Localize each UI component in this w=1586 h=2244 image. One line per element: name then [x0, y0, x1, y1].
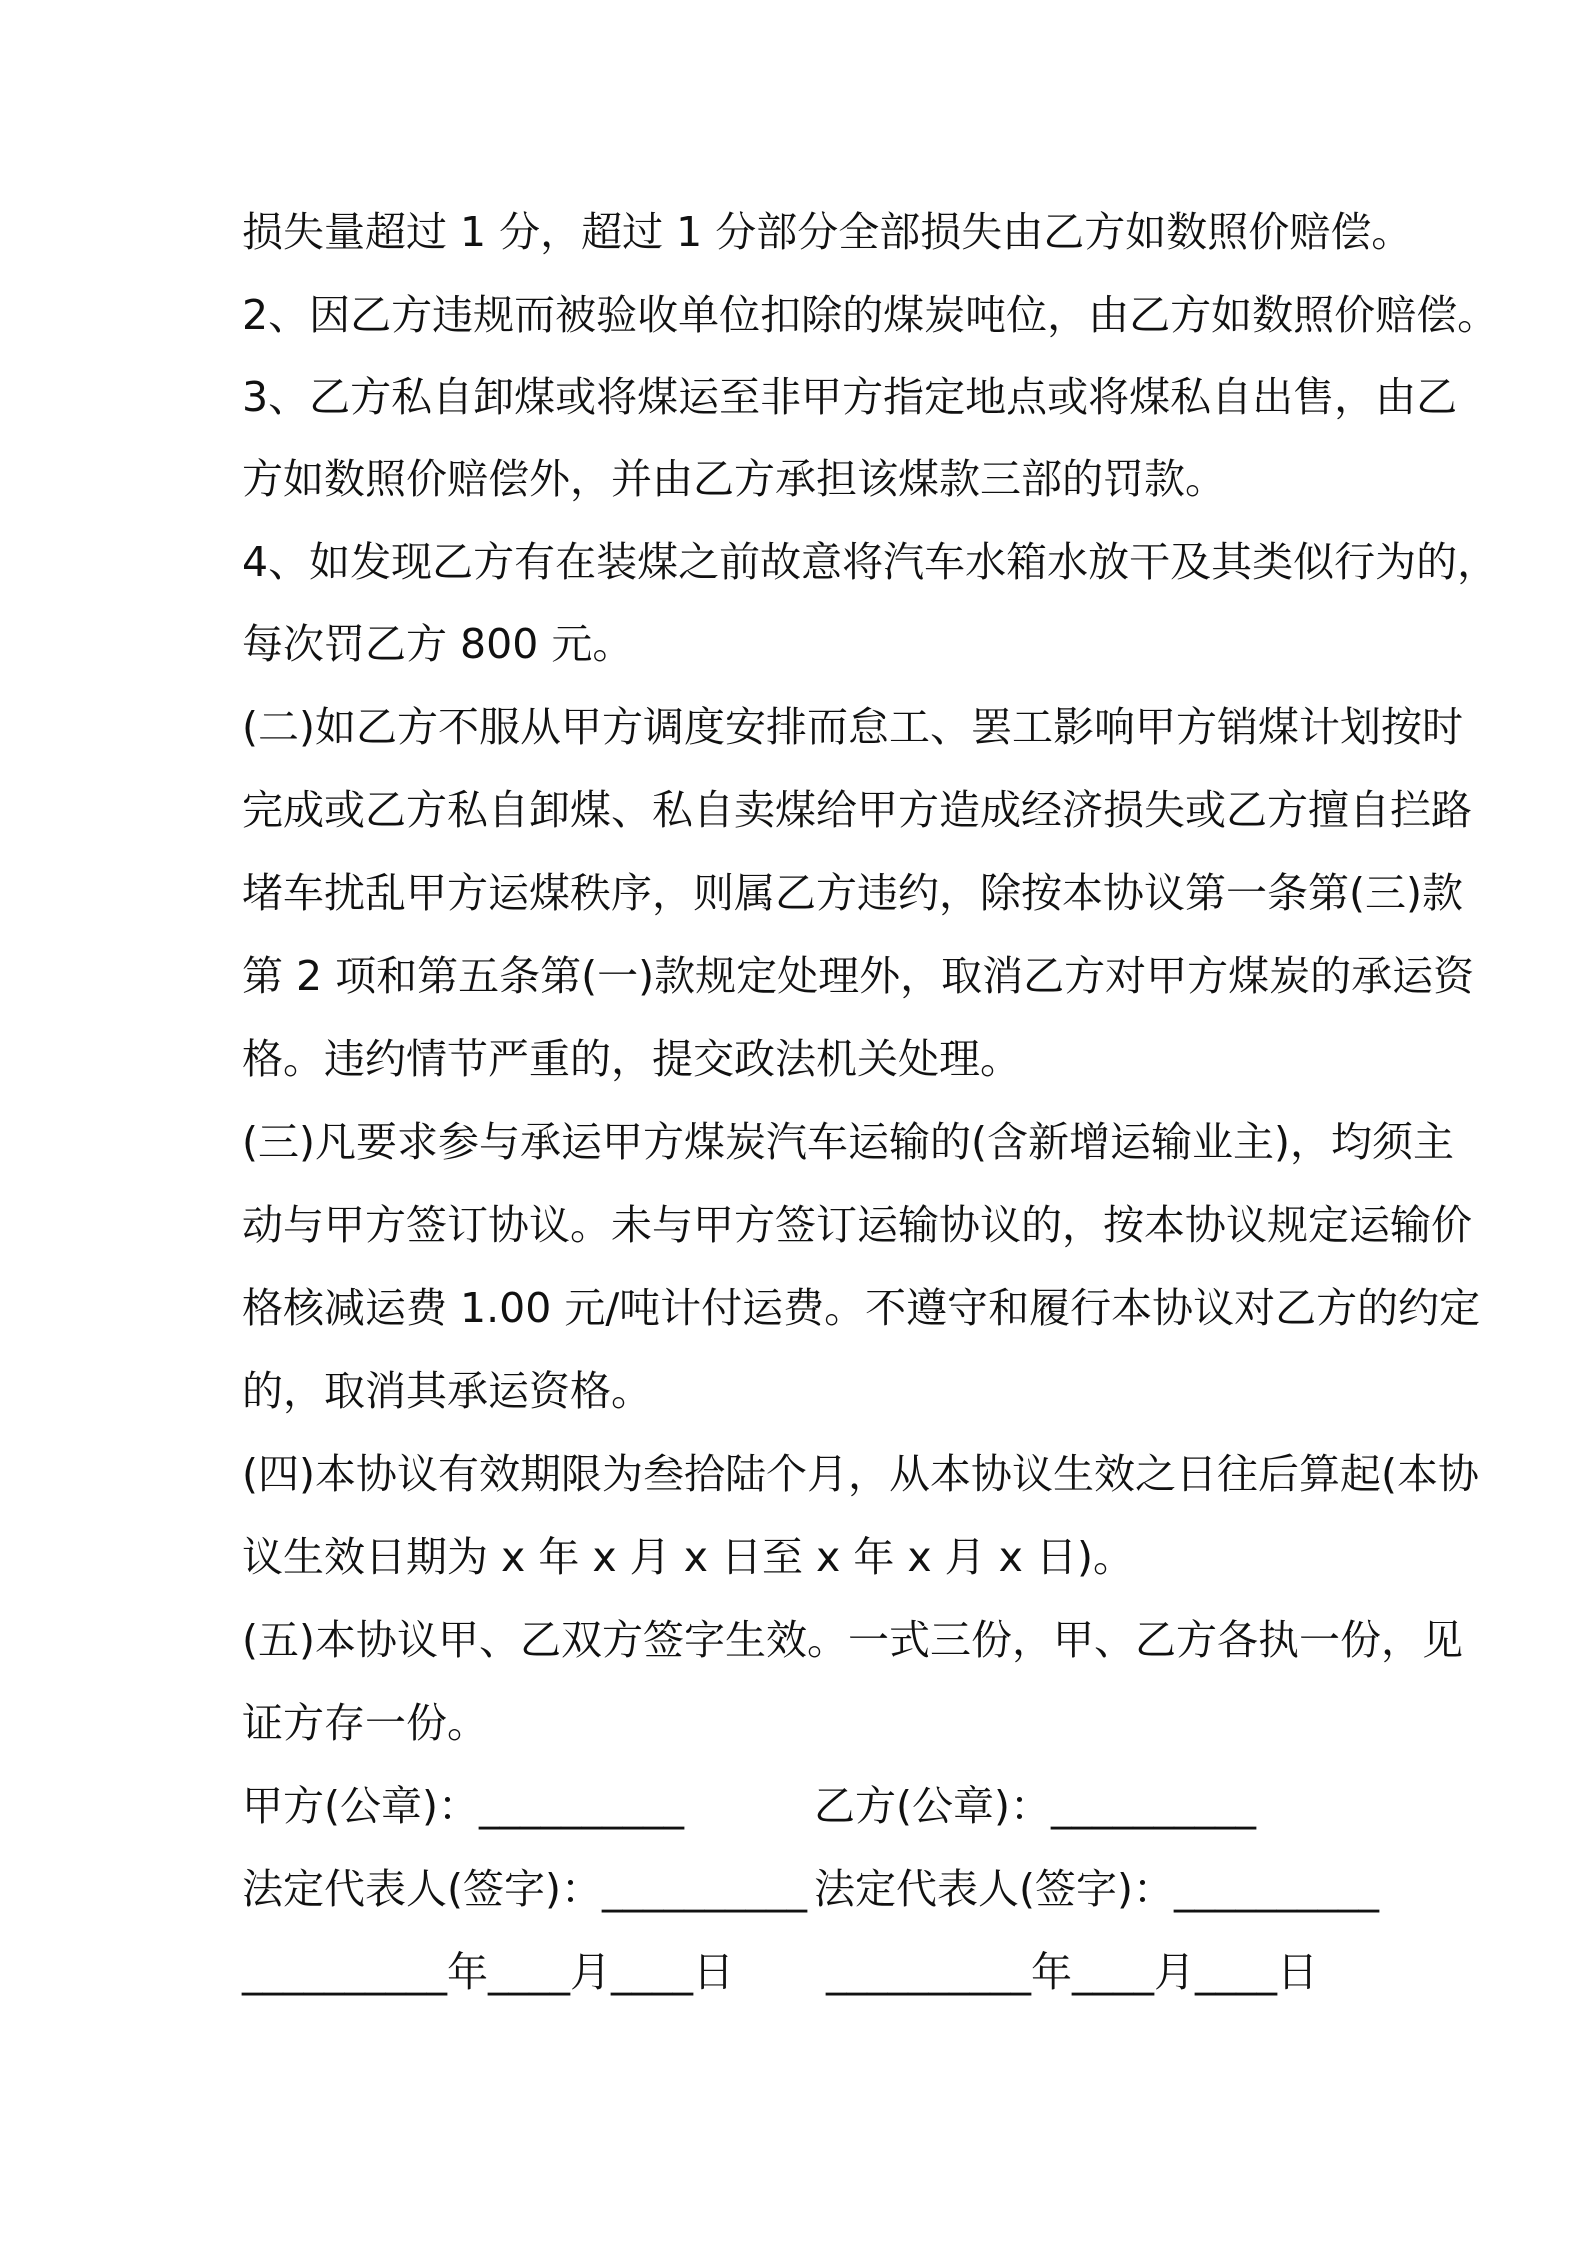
body-line-18: (五)本协议甲、乙双方签字生效。一式三份，甲、乙方各执一份，见	[242, 1616, 1463, 1664]
body-line-2: 2、因乙方违规而被验收单位扣除的煤炭吨位，由乙方如数照价赔偿。	[242, 291, 1499, 339]
body-line-16: (四)本协议有效期限为叁拾陆个月，从本协议生效之日往后算起(本协	[242, 1450, 1479, 1498]
body-line-4: 方如数照价赔偿外，并由乙方承担该煤款三部的罚款。	[242, 455, 1226, 503]
body-line-13: 动与甲方签订协议。未与甲方签订运输协议的，按本协议规定运输价	[242, 1201, 1472, 1249]
body-line-11: 格。违约情节严重的，提交政法机关处理。	[242, 1035, 1021, 1083]
body-line-14: 格核减运费 1.00 元/吨计付运费。不遵守和履行本协议对乙方的约定	[242, 1284, 1481, 1332]
body-line-12: (三)凡要求参与承运甲方煤炭汽车运输的(含新增运输业主)，均须主	[242, 1118, 1454, 1166]
body-line-3: 3、乙方私自卸煤或将煤运至非甲方指定地点或将煤私自出售，由乙	[242, 373, 1458, 421]
body-line-1: 损失量超过 1 分，超过 1 分部分全部损失由乙方如数照价赔偿。	[242, 208, 1413, 256]
party-b-seal-line: 乙方(公章)：__________	[814, 1782, 1256, 1830]
body-line-9: 堵车扰乱甲方运煤秩序，则属乙方违约，除按本协议第一条第(三)款	[242, 869, 1463, 917]
party-b-date-line: __________年____月____日	[826, 1948, 1318, 1996]
body-line-15: 的，取消其承运资格。	[242, 1367, 652, 1415]
body-line-5: 4、如发现乙方有在装煤之前故意将汽车水箱水放干及其类似行为的，	[242, 538, 1499, 586]
body-line-17: 议生效日期为 x 年 x 月 x 日至 x 年 x 月 x 日)。	[242, 1533, 1134, 1581]
body-line-6: 每次罚乙方 800 元。	[242, 620, 634, 668]
party-a-representative-line: 法定代表人(签字)：__________	[242, 1865, 807, 1913]
body-line-8: 完成或乙方私自卸煤、私自卖煤给甲方造成经济损失或乙方擅自拦路	[242, 786, 1472, 834]
party-b-representative-line: 法定代表人(签字)：__________	[814, 1865, 1379, 1913]
body-line-10: 第 2 项和第五条第(一)款规定处理外，取消乙方对甲方煤炭的承运资	[242, 952, 1475, 1000]
party-a-seal-line: 甲方(公章)：__________	[242, 1782, 684, 1830]
body-line-7: (二)如乙方不服从甲方调度安排而怠工、罢工影响甲方销煤计划按时	[242, 703, 1463, 751]
body-line-19: 证方存一份。	[242, 1699, 488, 1747]
party-a-date-line: __________年____月____日	[242, 1948, 734, 1996]
